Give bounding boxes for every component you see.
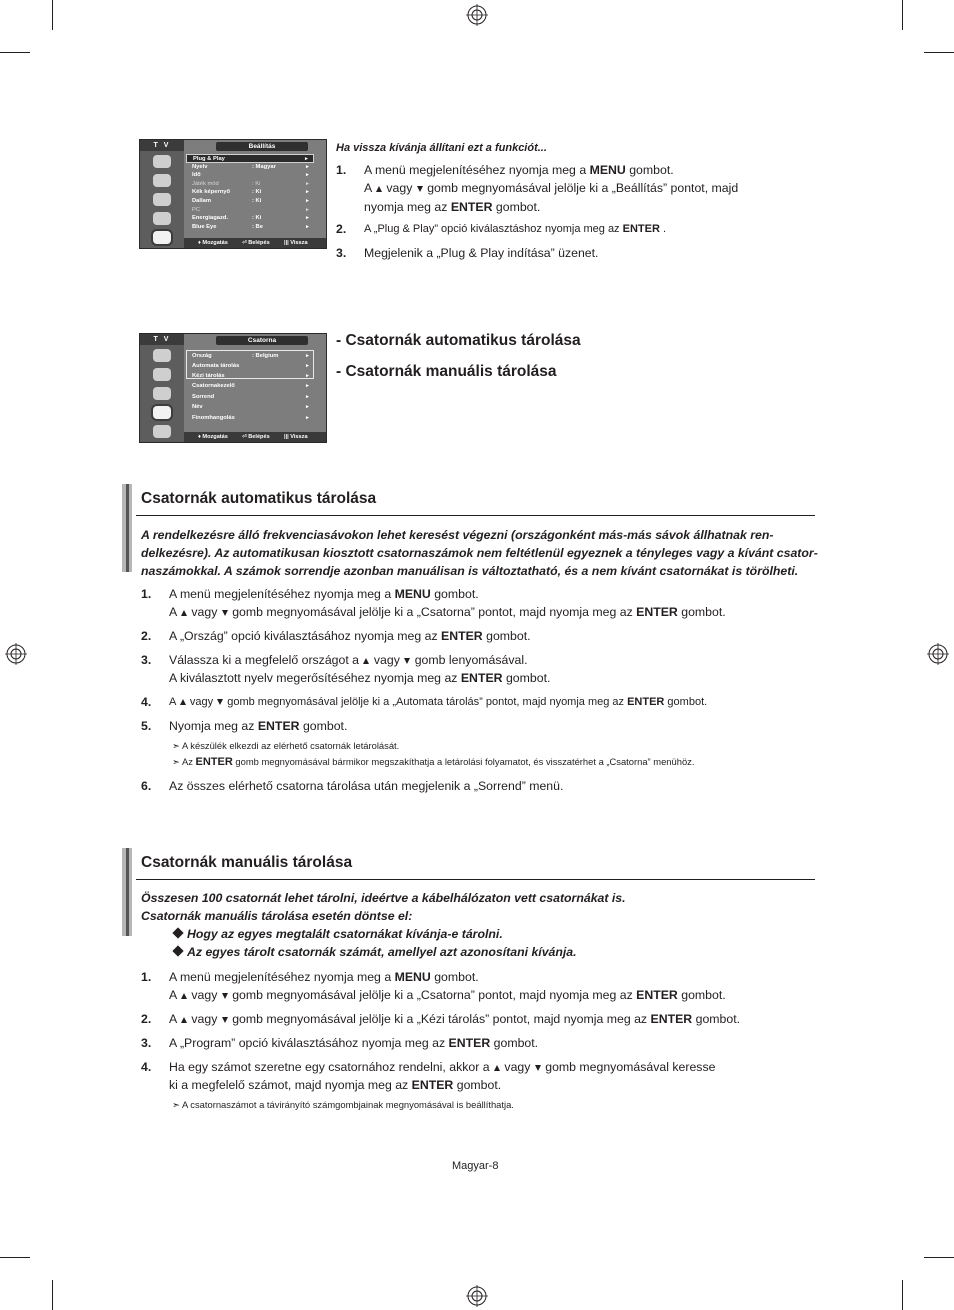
step-text: Az összes elérhető csatorna tárolása után megjelenik a „Sorrend” menü.: [169, 779, 564, 793]
channel-icon: [153, 387, 171, 400]
step-text: A vagy gomb megnyomásával jelölje ki a „Csatorna” pontot, majd nyomja meg az ENTER gombot.: [169, 605, 726, 619]
menu-list: [186, 154, 314, 231]
menu-item: Energiagazd. : Ki ►: [192, 215, 310, 222]
intro-title: - Csatornák manuális tárolása: [336, 363, 557, 380]
menu-item: Csatornakezelő ►: [192, 383, 310, 389]
note-arrow-icon: ➣: [172, 756, 180, 767]
registration-mark-icon: [5, 643, 27, 665]
channel-icon: [153, 193, 171, 206]
crop-mark: [924, 52, 954, 53]
arrow-up-icon: [181, 993, 187, 999]
section-marker: [122, 484, 132, 572]
section-divider: [136, 515, 815, 516]
crop-mark: [52, 1280, 53, 1310]
crop-mark: [902, 0, 903, 30]
footer-move: ♦ Mozgatás: [198, 240, 228, 246]
section-divider: [136, 879, 815, 880]
step-number: 1.: [336, 163, 347, 177]
arrow-up-icon: [180, 699, 186, 705]
menu-item: Kézi tárolás ►: [192, 373, 310, 379]
arrow-down-icon: [222, 1017, 228, 1023]
menu-footer: [184, 432, 327, 442]
arrow-up-icon: [376, 186, 382, 192]
crop-mark: [0, 52, 30, 53]
crop-mark: [0, 1257, 30, 1258]
footer-back: ||| Vissza: [284, 240, 308, 246]
step-text: A menü megjelenítéséhez nyomja meg a MENU gombot.: [169, 587, 479, 601]
arrow-up-icon: [363, 658, 369, 664]
step-number: 4.: [141, 1060, 152, 1074]
setup-icon: [153, 406, 171, 419]
menu-item: Nyelv : Magyar ►: [192, 163, 310, 170]
arrow-up-icon: [494, 1065, 500, 1071]
note-arrow-icon: ➣: [172, 740, 180, 751]
step-text: nyomja meg az ENTER gombot.: [364, 200, 541, 214]
menu-item: Játék mód : Ki ►: [192, 180, 310, 187]
step-text: A „Ország” opció kiválasztásához nyomja meg az ENTER gombot.: [169, 629, 531, 643]
section-intro: naszámokkal. A számok sorrendje azonban manuálisan is változtatható, és a nem kívánt csatornákat is törölheti.: [141, 564, 799, 578]
arrow-down-icon: [417, 186, 423, 192]
crop-mark: [52, 0, 53, 30]
step-number: 3.: [141, 1036, 152, 1050]
menu-title: Beállítás: [216, 142, 308, 151]
step-text: Ha egy számot szeretne egy csatornához rendelni, akkor a vagy gomb megnyomásával keresse: [169, 1060, 716, 1074]
bullet-item: Hogy az egyes megtalált csatornákat kívánja-e tárolni.: [174, 925, 503, 943]
menu-item: Kék képernyő : Ki ►: [192, 189, 310, 196]
section-title: Csatornák manuális tárolása: [141, 854, 353, 871]
section-intro: Csatornák manuális tárolása esetén döntse el:: [141, 909, 413, 923]
input-icon: [153, 425, 171, 438]
crop-mark: [924, 1257, 954, 1258]
step-number: 2.: [141, 629, 152, 643]
step-number: 1.: [141, 587, 152, 601]
setup-icon: [153, 212, 171, 225]
menu-title: Csatorna: [216, 336, 308, 345]
arrow-down-icon: [217, 699, 223, 705]
section-intro: Összesen 100 csatornát lehet tárolni, ideértve a kábelhálózaton vett csatornákat is.: [141, 891, 626, 905]
step-number: 3.: [141, 653, 152, 667]
note-arrow-icon: ➣: [172, 1099, 180, 1110]
footer-move: ♦ Mozgatás: [198, 434, 228, 440]
note: ➣ A készülék elkezdi az elérhető csatornák letárolását.: [172, 740, 400, 751]
step-text: Megjelenik a „Plug & Play indítása” üzenet.: [364, 246, 599, 260]
menu-tv-label: T V: [140, 140, 184, 151]
menu-item: PC ►: [192, 206, 310, 213]
menu-footer: [184, 238, 327, 248]
step-text: A vagy gomb megnyomásával jelölje ki a „Csatorna” pontot, majd nyomja meg az ENTER gombot.: [169, 988, 726, 1002]
step-number: 6.: [141, 779, 152, 793]
page-number: Magyar-8: [452, 1160, 499, 1172]
step-text: Nyomja meg az ENTER gombot.: [169, 719, 348, 733]
sound-icon: [153, 174, 171, 187]
step-text: A „Program” opció kiválasztásához nyomja meg az ENTER gombot.: [169, 1036, 539, 1050]
step-number: 2.: [336, 222, 347, 236]
step-text: A „Plug & Play” opció kiválasztáshoz nyomja meg az ENTER .: [364, 223, 667, 235]
step-text: A kiválasztott nyelv megerősítéséhez nyomja meg az ENTER gombot.: [169, 671, 551, 685]
section-intro: delkezésre). Az automatikusan kiosztott csatornaszámok nem feltétlenül egyeznek a tényleges vagy a kívánt csator-: [141, 546, 818, 560]
footer-enter: ⏎ Belépés: [242, 434, 270, 440]
menu-item: Dallam : Ki ►: [192, 197, 310, 204]
arrow-down-icon: [404, 658, 410, 664]
picture-icon: [153, 155, 171, 168]
section-title: Csatornák automatikus tárolása: [141, 490, 377, 507]
step-number: 5.: [141, 719, 152, 733]
menu-tv-label: T V: [140, 334, 184, 345]
registration-mark-icon: [466, 1285, 488, 1307]
menu-item: Finomhangolás ►: [192, 414, 310, 421]
menu-item: Sorrend ►: [192, 393, 310, 400]
section-marker: [122, 848, 132, 936]
step-number: 4.: [141, 695, 152, 709]
step-number: 1.: [141, 970, 152, 984]
footer-back: ||| Vissza: [284, 434, 308, 440]
intro-title: - Csatornák automatikus tárolása: [336, 332, 581, 349]
step-text: A vagy gomb megnyomásával jelölje ki a „Kézi tárolás” pontot, majd nyomja meg az ENTER gombot.: [169, 1012, 741, 1026]
arrow-down-icon: [222, 610, 228, 616]
menu-item: Automata tárolás ►: [192, 363, 310, 369]
step-text: A menü megjelenítéséhez nyomja meg a MENU gombot.: [169, 970, 479, 984]
step-text: A menü megjelenítéséhez nyomja meg a MENU gombot.: [364, 163, 674, 177]
registration-mark-icon: [466, 4, 488, 26]
step-number: 3.: [336, 246, 347, 260]
picture-icon: [153, 349, 171, 362]
input-icon: [153, 231, 171, 244]
step-text: Válassza ki a megfelelő országot a vagy gomb lenyomásával.: [169, 653, 528, 667]
step-text: A vagy gomb megnyomásával jelölje ki a „Automata tárolás” pontot, majd nyomja meg az ENTER gombot.: [169, 696, 708, 708]
menu-item: Ország : Belgium ►: [192, 353, 310, 359]
channel-menu-screenshot: [139, 333, 327, 443]
footer-enter: ⏎ Belépés: [242, 240, 270, 246]
reset-heading: Ha vissza kívánja állítani ezt a funkciót...: [336, 142, 547, 154]
note: ➣ A csatornaszámot a távirányító számgombjainak megnyomásával is beállíthatja.: [172, 1099, 514, 1110]
crop-mark: [902, 1280, 903, 1310]
step-text: ki a megfelelő számot, majd nyomja meg az ENTER gombot.: [169, 1078, 502, 1092]
arrow-up-icon: [181, 610, 187, 616]
arrow-down-icon: [535, 1065, 541, 1071]
step-number: 2.: [141, 1012, 152, 1026]
diamond-bullet-icon: [172, 927, 183, 938]
menu-item: Idő ►: [192, 172, 310, 179]
bullet-item: Az egyes tárolt csatornák számát, amellyel azt azonosítani kívánja.: [174, 943, 577, 961]
diamond-bullet-icon: [172, 945, 183, 956]
menu-list: [186, 351, 314, 423]
step-text: A vagy gomb megnyomásával jelölje ki a „Beállítás” pontot, majd: [364, 181, 739, 195]
menu-item: Blue Eye : Be ►: [192, 223, 310, 230]
registration-mark-icon: [927, 643, 949, 665]
menu-item: Név ►: [192, 404, 310, 410]
arrow-down-icon: [222, 993, 228, 999]
section-intro: A rendelkezésre álló frekvenciasávokon lehet keresést végezni (országonként más-más sávok állhatnak ren-: [141, 528, 774, 542]
sound-icon: [153, 368, 171, 381]
setup-menu-screenshot: [139, 139, 327, 249]
arrow-up-icon: [181, 1017, 187, 1023]
menu-item: Plug & Play ►: [186, 154, 314, 163]
note: ➣ Az ENTER gomb megnyomásával bármikor megszakíthatja a letárolási folyamatot, és visszatérhet a „Csatorna” menühöz.: [172, 756, 695, 768]
